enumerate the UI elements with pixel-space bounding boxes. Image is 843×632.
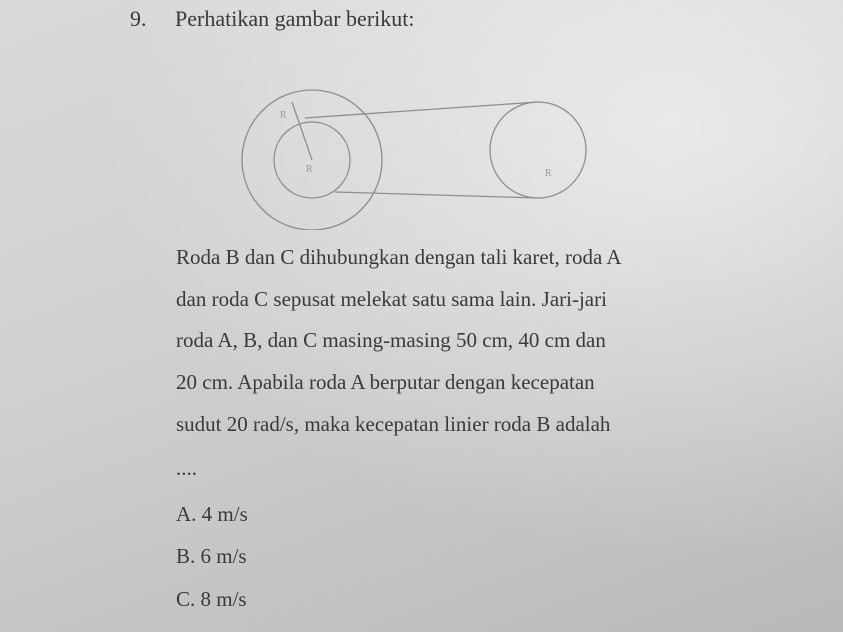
body-line-5: sudut 20 rad/s, maka kecepatan linier roda B adalah [176, 412, 611, 436]
option-a: A. 4 m/s [176, 502, 248, 526]
body-line-4: 20 cm. Apabila roda A berputar dengan kecepatan [176, 370, 595, 394]
question-number: 9. [130, 6, 147, 31]
label-inner-left: R [306, 164, 313, 175]
body-line-2: dan roda C sepusat melekat satu sama lain. Jari-jari [176, 287, 607, 311]
label-outer-left: R [280, 110, 287, 121]
body-line-ellipsis: .... [176, 456, 197, 480]
question-title: Perhatikan gambar berikut: [175, 6, 415, 31]
wheels-figure [240, 80, 610, 230]
label-right: R [545, 168, 552, 179]
radius-line-outer [292, 102, 312, 160]
body-line-1: Roda B dan C dihubungkan dengan tali karet, roda A [176, 245, 622, 269]
wheel-b-right [490, 102, 586, 198]
body-line-3: roda A, B, dan C masing-masing 50 cm, 40 cm dan [176, 328, 606, 352]
belt-top [305, 102, 538, 118]
belt-bottom [335, 192, 538, 198]
option-c: C. 8 m/s [176, 587, 247, 611]
option-b: B. 6 m/s [176, 544, 247, 568]
